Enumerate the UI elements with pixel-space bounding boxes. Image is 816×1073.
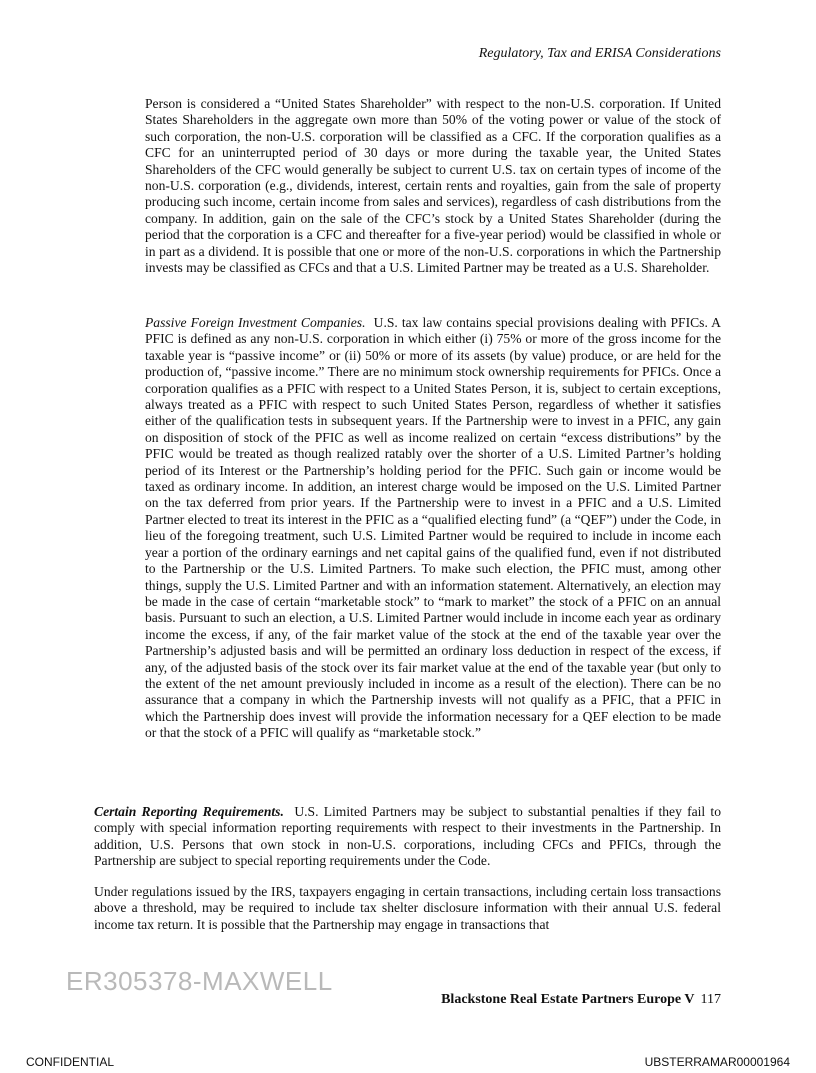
- confidential-label: CONFIDENTIAL: [26, 1055, 115, 1069]
- paragraph-reporting-requirements: [94, 804, 721, 870]
- paragraph-cfc-shareholder: Person is considered a “United States Shareholder” with respect to the non-U.S. corporation. If United States Shareholders in the aggregate own more than 50% of the voting power or value of the stock of such corporation, the non-U.S. corporation will be classified as a CFC. If the corporation qualifies as a CFC for an uninterrupted period of 30 days or more during the taxable year, the United States Shareholders of the CFC would generally be subject to current U.S. tax on certain types of income of the non-U.S. corporation (e.g., dividends, interest, certain rents and royalties, gain from the sale of property producing such income, certain income from sales and services), regardless of cash distributions from the company. In addition, gain on the sale of the CFC’s stock by a United States Shareholder (during the period that the corporation is a CFC and thereafter for a five-year period) would be classified in whole or in part as a dividend. It is possible that one or more of the non-U.S. corporations in which the Partnership invests may be classified as CFCs and that a U.S. Limited Partner may be treated as a U.S. Shareholder.: [145, 96, 721, 276]
- footer-document-title: [441, 992, 721, 1008]
- footer-title-text: Blackstone Real Estate Partners Europe V: [441, 992, 695, 1007]
- reporting-text: U.S. Limited Partners may be subject to substantial penalties if they fail to comply with special information reporting requirements with respect to their investments in the Partnership. In addition, U.S. Persons that own stock in non-U.S. corporations, including CFCs and PFICs, through the Partnership are subject to special reporting requirements under the Code.: [94, 804, 722, 869]
- pfic-heading: Passive Foreign Investment Companies.: [145, 315, 366, 330]
- page-number: 117: [700, 992, 721, 1007]
- paragraph-irs-regulations: Under regulations issued by the IRS, taxpayers engaging in certain transactions, including certain loss transactions above a threshold, may be required to include tax shelter disclosure information with their annual U.S. federal income tax return. It is possible that the Partnership may engage in transactions that: [94, 884, 721, 932]
- bates-number: UBSTERRAMAR00001964: [644, 1055, 790, 1069]
- pfic-text: U.S. tax law contains special provisions dealing with PFICs. A PFIC is defined as any non-U.S. corporation in which either (i) 75% or more of the gross income for the taxable year is “passive income” or (ii) 50% or more of its assets (by value) produce, or are held for the production of, “passive income.” There are no minimum stock ownership requirements for PFICs. Once a corporation qualifies as a PFIC with respect to a United States Person, it is, subject to certain exceptions, always treated as a PFIC with respect to such United States Person, regardless of whether it satisfies either of the qualification tests in subsequent years. If the Partnership were to invest in a PFIC, any gain on disposition of stock of the PFIC as well as income realized on certain “excess distributions” by the PFIC would be treated as though realized ratably over the shorter of a U.S. Limited Partner’s holding period of its Interest or the Partnership’s holding period for the PFIC. Such gain or income would be taxed as ordinary income. In addition, an interest charge would be imposed on the U.S. Limited Partner on the tax deferred from prior years. If the Partnership were to invest in a PFIC and a U.S. Limited Partner elected to treat its interest in the PFIC as a “qualified electing fund” (a “QEF”) under the Code, in lieu of the foregoing treatment, such U.S. Limited Partner would be required to include in income each year a portion of the ordinary earnings and net capital gains of the qualified fund, even if not distributed to the Partnership or the U.S. Limited Partners. To make such election, the PFIC must, among other things, supply the U.S. Limited Partner and with an information statement. Alternatively, an election may be made in the case of certain “marketable stock” to “mark to market” the stock of a PFIC on an annual basis. Pursuant to such an election, a U.S. Limited Partner would include in income each year as ordinary income the excess, if any, of the fair market value of the stock at the end of the taxable year over the Partnership’s adjusted basis and will be permitted an ordinary loss deduction in respect of the excess, if any, of the adjusted basis of the stock over its fair market value at the end of the taxable year (but only to the extent of the net amount previously included in income as a result of the election). There can be no assurance that a company in which the Partnership invests will not qualify as a PFIC, that a PFIC in which the Partnership does invest will provide the information necessary for a QEF election to be made or that the stock of a PFIC will qualify as “marketable stock.”: [145, 315, 721, 741]
- paragraph-pfic: [145, 315, 721, 742]
- running-header: Regulatory, Tax and ERISA Considerations: [478, 46, 721, 61]
- bates-watermark: ER305378-MAXWELL: [66, 966, 333, 996]
- reporting-heading: Certain Reporting Requirements.: [94, 804, 284, 819]
